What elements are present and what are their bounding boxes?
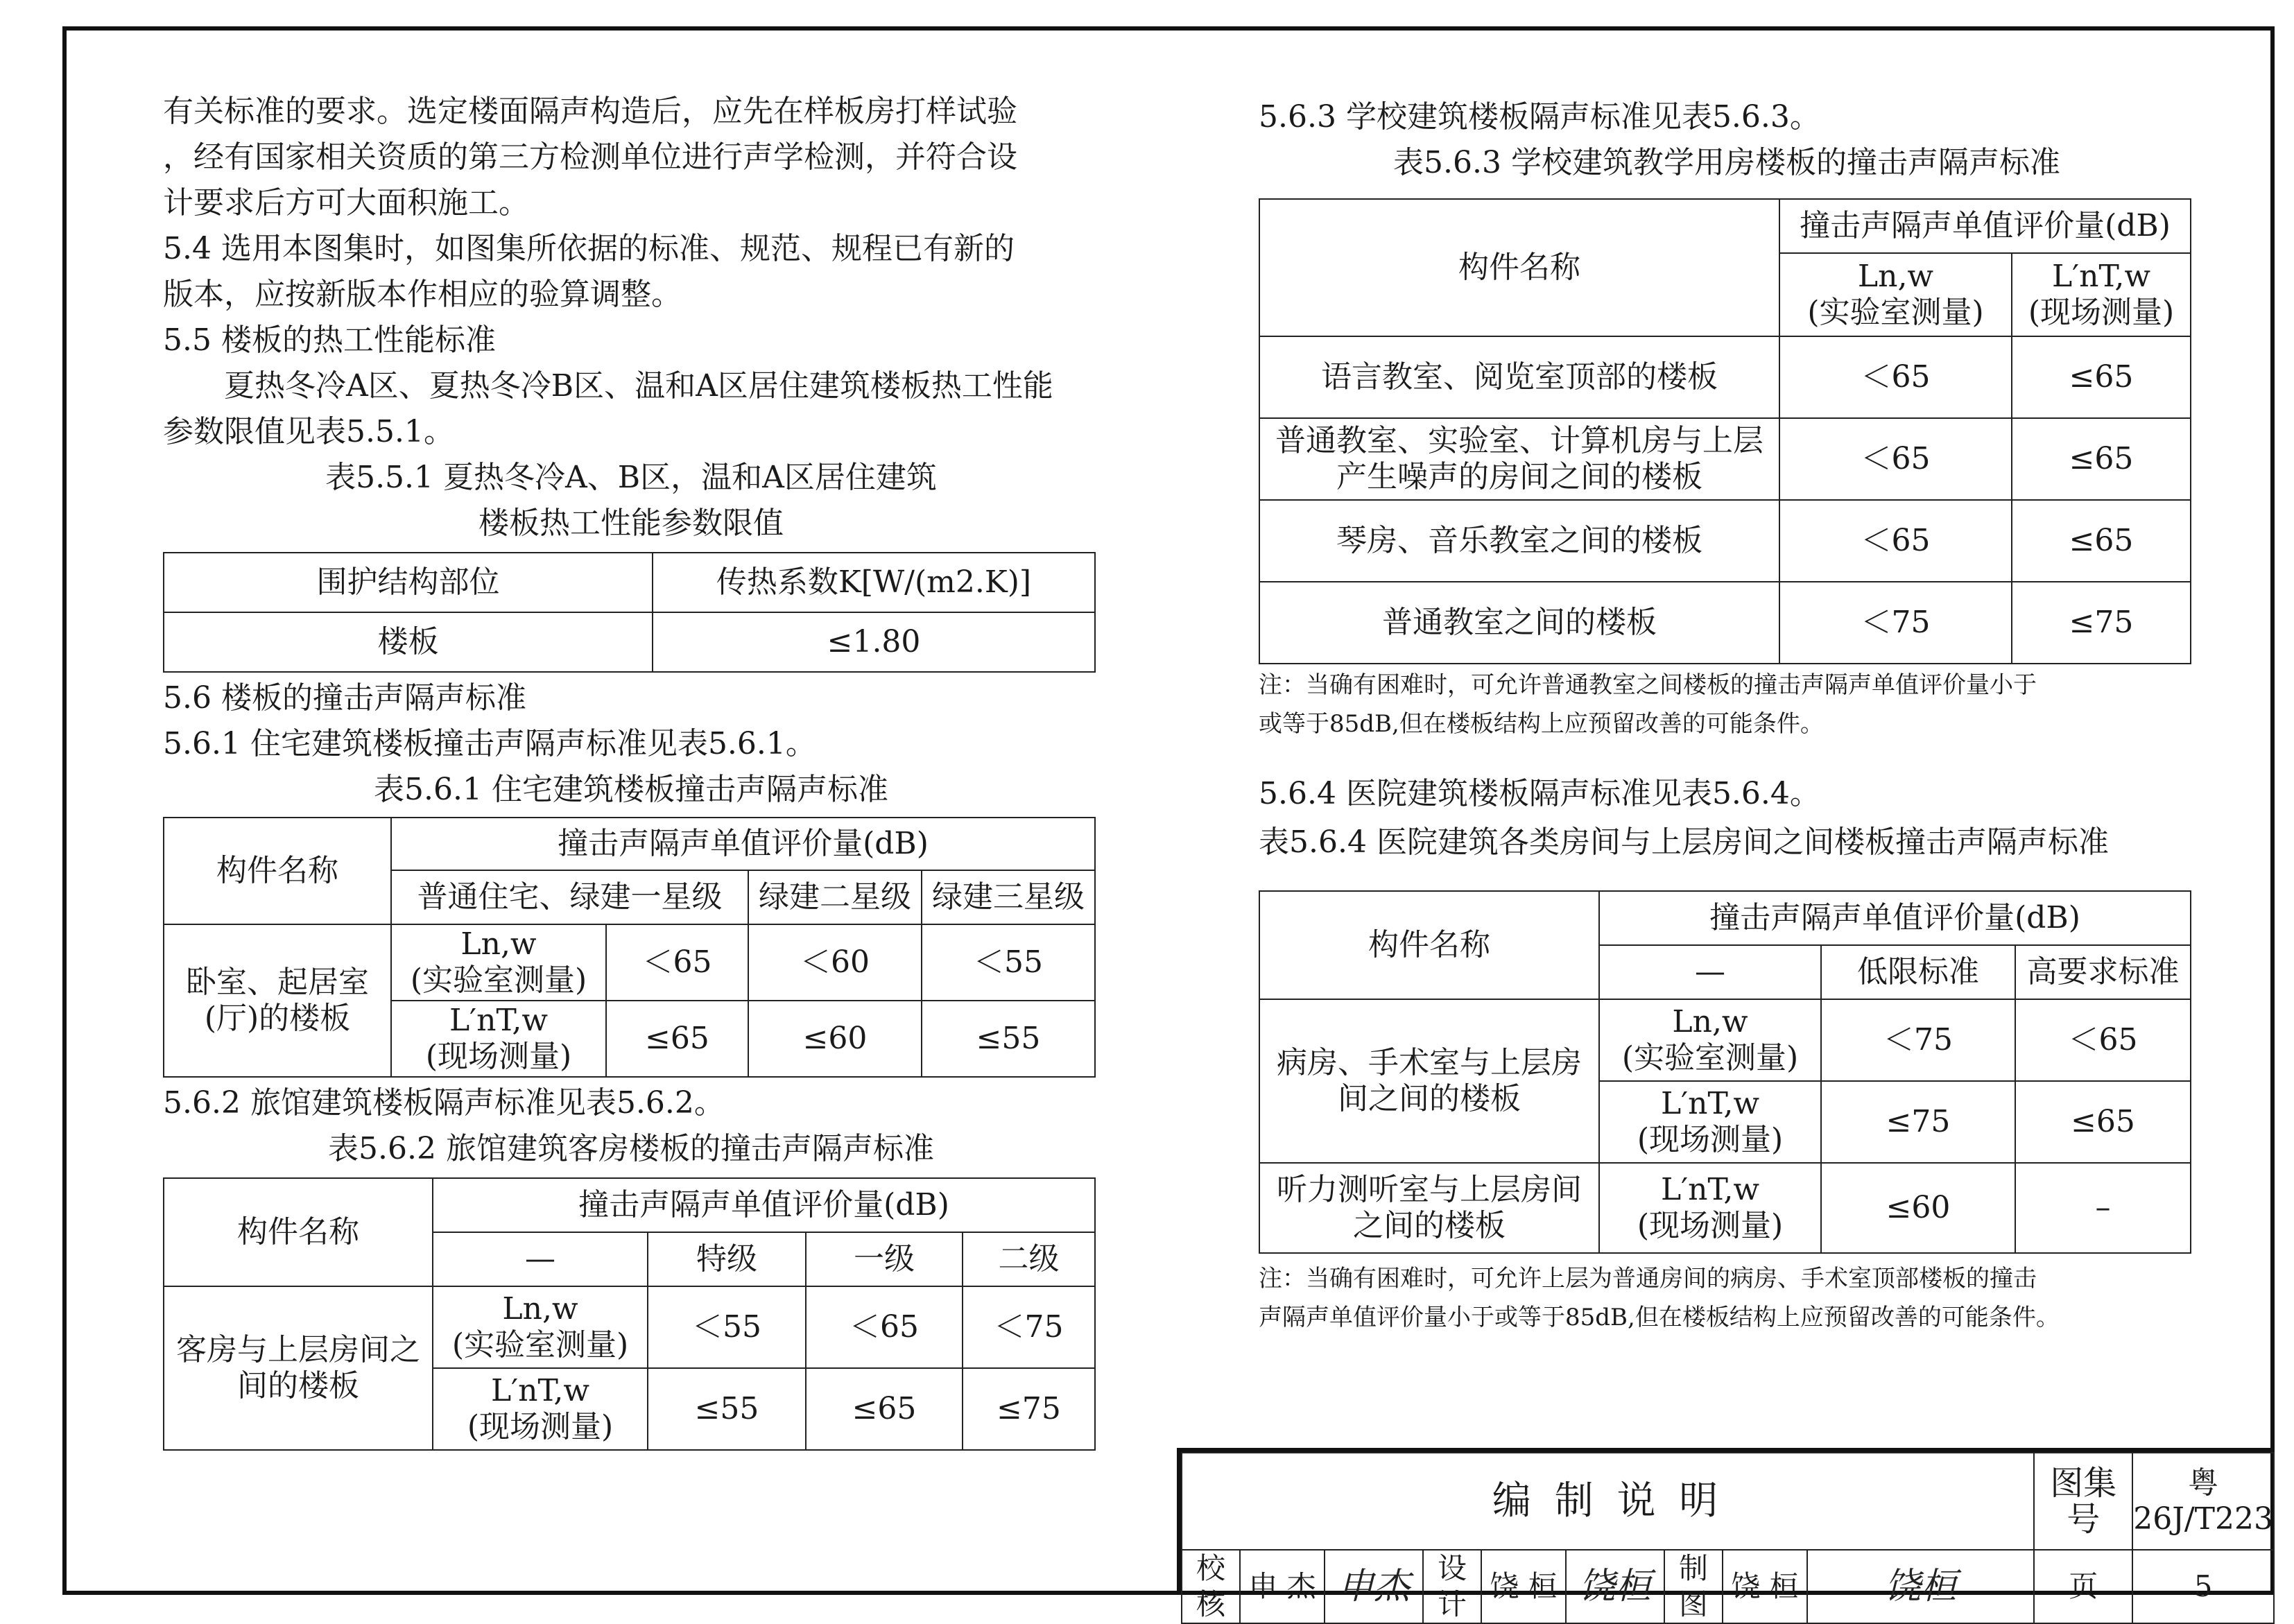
draw-label: 制图 [1664, 1550, 1723, 1623]
table-header: 构件名称 [164, 818, 391, 924]
metric-name: L′nT,w [490, 1373, 590, 1408]
metric-note: (实验室测量) [1621, 1040, 1799, 1076]
metric-name: Ln,w [1672, 1004, 1748, 1039]
table-header: 构件名称 [164, 1178, 433, 1286]
paragraph: 有关标准的要求。选定楼面隔声构造后，应先在样板房打样试验 [163, 94, 1017, 129]
paragraph: 计要求后方可大面积施工。 [163, 185, 529, 221]
table-cell: – [2015, 1163, 2191, 1253]
table-cell: ＜65 [606, 924, 748, 1001]
table-header: 低限标准 [1821, 945, 2015, 999]
table-cell: ＜65 [1779, 418, 2012, 500]
metric-note: (现场测量) [2028, 295, 2175, 330]
atlas-number-label: 图集号 [2034, 1453, 2132, 1550]
table-header: 特级 [648, 1232, 806, 1286]
table-cell: ≤65 [2015, 1081, 2191, 1163]
page-number: 5 [2132, 1550, 2274, 1623]
table-row-label: 卧室、起居室(厅)的楼板 [164, 924, 391, 1077]
table-header: 普通住宅、绿建一星级 [391, 870, 748, 924]
table-5-6-2 [163, 1177, 1096, 1451]
right-column [1259, 94, 2195, 1337]
table-header [2012, 253, 2191, 336]
table-5-5-1 [163, 552, 1096, 673]
section-heading: 5.6.4 医院建筑楼板隔声标准见表5.6.4。 [1259, 776, 1820, 811]
table-cell: ≤55 [922, 1001, 1095, 1077]
table-cell: ＜65 [1779, 500, 2012, 582]
metric-name: L′nT,w [1660, 1086, 1760, 1121]
designer-name: 饶 桓 [1481, 1550, 1566, 1623]
table-5-6-3 [1259, 198, 2191, 664]
table-cell [1599, 1081, 1821, 1163]
metric-name: L′nT,w [1660, 1172, 1760, 1207]
table-cell: ≤65 [2012, 500, 2191, 582]
table-row-label: 听力测听室与上层房间之间的楼板 [1259, 1163, 1599, 1253]
table-row-label: 琴房、音乐教室之间的楼板 [1259, 500, 1779, 582]
table-caption: 表5.6.3 学校建筑教学用房楼板的撞击声隔声标准 [1393, 145, 2060, 180]
drawing-title: 编 制 说 明 [1182, 1453, 2034, 1550]
metric-note: (现场测量) [1637, 1208, 1784, 1243]
table-note: 注：当确有困难时，可允许普通教室之间楼板的撞击声隔声单值评价量小于 [1259, 671, 2037, 699]
table-group-header: 撞击声隔声单值评价量(dB) [433, 1178, 1095, 1232]
table-cell: ≤60 [748, 1001, 922, 1077]
section-heading: 5.6 楼板的撞击声隔声标准 [163, 680, 526, 716]
table-cell: ≤65 [2012, 418, 2191, 500]
table-caption: 表5.5.1 夏热冬冷A、B区，温和A区居住建筑 [325, 460, 937, 495]
paragraph: 夏热冬冷A区、夏热冬冷B区、温和A区居住建筑楼板热工性能 [224, 368, 1053, 404]
table-cell: ＜60 [748, 924, 922, 1001]
table-header: 围护结构部位 [164, 553, 653, 612]
section-heading: 5.6.1 住宅建筑楼板撞击声隔声标准见表5.6.1。 [163, 726, 816, 761]
metric-name: Ln,w [502, 1291, 578, 1327]
section-heading: 5.6.3 学校建筑楼板隔声标准见表5.6.3。 [1259, 99, 1820, 135]
drafter-name: 饶 桓 [1723, 1550, 1807, 1623]
table-cell [433, 1368, 648, 1450]
table-cell [391, 1001, 606, 1077]
table-cell: ＜65 [1779, 336, 2012, 418]
left-column [163, 89, 1099, 1451]
table-caption: 表5.6.4 医院建筑各类房间与上层房间之间楼板撞击声隔声标准 [1259, 824, 2109, 860]
table-caption: 楼板热工性能参数限值 [478, 506, 784, 541]
table-row-label: 普通教室、实验室、计算机房与上层产生噪声的房间之间的楼板 [1259, 418, 1779, 500]
table-cell [1599, 1163, 1821, 1253]
review-label: 校核 [1182, 1550, 1240, 1623]
table-row-label: 病房、手术室与上层房间之间的楼板 [1259, 999, 1599, 1163]
table-cell: ＜55 [648, 1286, 806, 1368]
table-header: 绿建三星级 [922, 870, 1095, 924]
table-note: 或等于85dB,但在楼板结构上应预留改善的可能条件。 [1259, 710, 1824, 738]
metric-name: L′nT,w [449, 1003, 549, 1038]
atlas-number: 粤26J/T223 [2132, 1453, 2274, 1550]
drafter-signature: 饶桓 [1807, 1550, 2034, 1623]
table-row-label: 普通教室之间的楼板 [1259, 582, 1779, 664]
metric-note: (现场测量) [467, 1409, 614, 1444]
table-header: 高要求标准 [2015, 945, 2191, 999]
metric-note: (现场测量) [425, 1039, 572, 1074]
table-row-label: 语言教室、阅览室顶部的楼板 [1259, 336, 1779, 418]
page-label: 页 [2034, 1550, 2132, 1623]
table-cell: ≤65 [606, 1001, 748, 1077]
section-heading: 5.5 楼板的热工性能标准 [163, 322, 496, 358]
table-cell: ≤55 [648, 1368, 806, 1450]
table-header: 一级 [806, 1232, 963, 1286]
title-block [1177, 1448, 2275, 1621]
table-header: 传热系数K[W/(m2.K)] [653, 553, 1095, 612]
table-5-6-4 [1259, 890, 2191, 1254]
table-cell: ＜75 [1821, 999, 2015, 1081]
table-cell: 楼板 [164, 612, 653, 672]
metric-name: Ln,w [1857, 259, 1934, 294]
paragraph: 5.4 选用本图集时，如图集所依据的标准、规范、规程已有新的 [163, 231, 1015, 266]
table-cell: ＜75 [963, 1286, 1095, 1368]
table-cell: ≤1.80 [653, 612, 1095, 672]
table-group-header: 撞击声隔声单值评价量(dB) [1779, 199, 2191, 253]
table-caption: 表5.6.1 住宅建筑楼板撞击声隔声标准 [374, 772, 888, 807]
table-header: 构件名称 [1259, 891, 1599, 999]
section-heading: 5.6.2 旅馆建筑楼板隔声标准见表5.6.2。 [163, 1085, 725, 1121]
table-row-label: 客房与上层房间之间的楼板 [164, 1286, 433, 1450]
table-cell: ≤65 [806, 1368, 963, 1450]
design-label: 设计 [1423, 1550, 1481, 1623]
table-cell: ≤65 [2012, 336, 2191, 418]
reviewer-name: 申 杰 [1240, 1550, 1325, 1623]
metric-name: Ln,w [460, 926, 537, 962]
paragraph: 版本，应按新版本作相应的验算调整。 [163, 277, 682, 312]
table-note: 声隔声单值评价量小于或等于85dB,但在楼板结构上应预留改善的可能条件。 [1259, 1304, 2060, 1331]
table-cell: ≤75 [1821, 1081, 2015, 1163]
table-cell [391, 924, 606, 1001]
table-header: 构件名称 [1259, 199, 1779, 336]
table-cell: ＜55 [922, 924, 1095, 1001]
table-5-6-1 [163, 817, 1096, 1078]
table-cell: ＜65 [806, 1286, 963, 1368]
reviewer-signature: 申杰 [1325, 1550, 1423, 1623]
table-cell [433, 1286, 648, 1368]
table-header: 二级 [963, 1232, 1095, 1286]
metric-note: (实验室测量) [451, 1327, 629, 1363]
table-header: 绿建二星级 [748, 870, 922, 924]
table-cell: ＜65 [2015, 999, 2191, 1081]
table-caption: 表5.6.2 旅馆建筑客房楼板的撞击声隔声标准 [328, 1131, 934, 1166]
paragraph: 参数限值见表5.5.1。 [163, 414, 454, 449]
metric-note: (现场测量) [1637, 1122, 1784, 1157]
metric-note: (实验室测量) [1807, 295, 1984, 330]
metric-name: L′nT,w [2051, 259, 2151, 294]
paragraph: ，经有国家相关资质的第三方检测单位进行声学检测，并符合设 [163, 139, 1017, 175]
metric-note: (实验室测量) [410, 962, 587, 998]
table-header [1779, 253, 2012, 336]
table-header: — [1599, 945, 1821, 999]
table-cell: ≤60 [1821, 1163, 2015, 1253]
table-group-header: 撞击声隔声单值评价量(dB) [1599, 891, 2191, 945]
table-cell: ≤75 [2012, 582, 2191, 664]
table-header: — [433, 1232, 648, 1286]
table-group-header: 撞击声隔声单值评价量(dB) [391, 818, 1095, 870]
table-cell: ＜75 [1779, 582, 2012, 664]
designer-signature: 饶桓 [1566, 1550, 1664, 1623]
table-cell: ≤75 [963, 1368, 1095, 1450]
table-cell [1599, 999, 1821, 1081]
table-note: 注：当确有困难时，可允许上层为普通房间的病房、手术室顶部楼板的撞击 [1259, 1265, 2037, 1293]
